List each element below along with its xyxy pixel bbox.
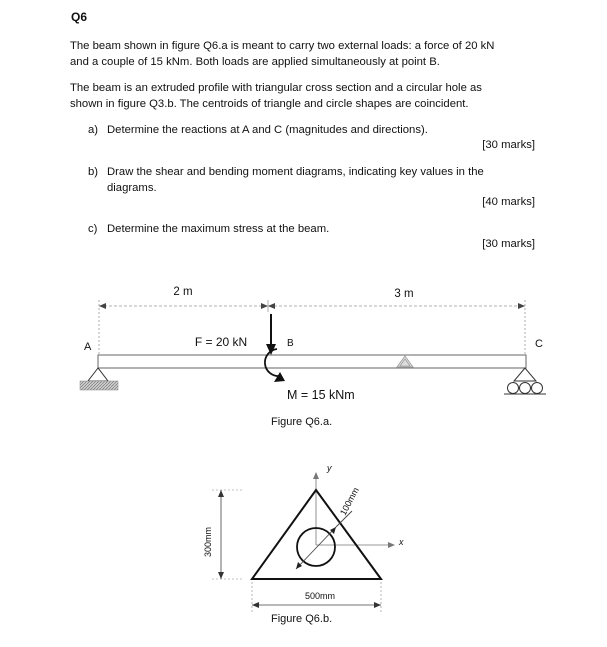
intro-line-1: The beam shown in figure Q6.a is meant to carry two external loads: a force of 20 kN (70, 40, 495, 52)
dim-right-label: 3 m (394, 288, 414, 300)
question-number: Q6 (71, 10, 88, 24)
profile-line-2: shown in figure Q3.b. The centroids of triangle and circle shapes are coincident. (70, 98, 469, 110)
x-axis-label: x (399, 537, 404, 547)
intro-line-2: and a couple of 15 kNm. Both loads are applied simultaneously at point B. (70, 56, 440, 68)
part-b-marks: [40 marks] (482, 196, 535, 208)
part-c-label: c) (88, 223, 98, 235)
point-c-label: C (535, 338, 543, 350)
part-a-marks: [30 marks] (482, 139, 535, 151)
height-dimension (212, 490, 244, 579)
part-c-text: Determine the maximum stress at the beam. (107, 223, 330, 235)
point-b-label: B (287, 338, 294, 349)
y-axis-arrow-icon (313, 472, 319, 479)
figure-a-caption: Figure Q6.a. (271, 416, 333, 428)
dim-left-label: 2 m (173, 286, 193, 298)
diameter-label: 100mm (337, 485, 361, 517)
figure-b-caption: Figure Q6.b. (271, 613, 333, 625)
part-b-text-cont: diagrams. (107, 182, 157, 194)
base-label: 500mm (304, 591, 336, 601)
part-a-label: a) (88, 124, 99, 136)
point-a-label: A (84, 341, 92, 353)
part-b-text: Draw the shear and bending moment diagrams, indicating key values in the (107, 166, 484, 178)
height-label: 300mm (203, 526, 213, 557)
force-label: F = 20 kN (194, 335, 248, 349)
profile-line-1: The beam is an extruded profile with triangular cross section and a circular hole as (70, 82, 482, 94)
moment-label: M = 15 kNm (287, 388, 355, 402)
part-a-text: Determine the reactions at A and C (magnitudes and directions). (107, 124, 428, 136)
part-c-marks: [30 marks] (482, 238, 535, 250)
x-axis-arrow-icon (388, 542, 395, 548)
y-axis-label: y (327, 463, 332, 473)
part-b-label: b) (88, 166, 99, 178)
